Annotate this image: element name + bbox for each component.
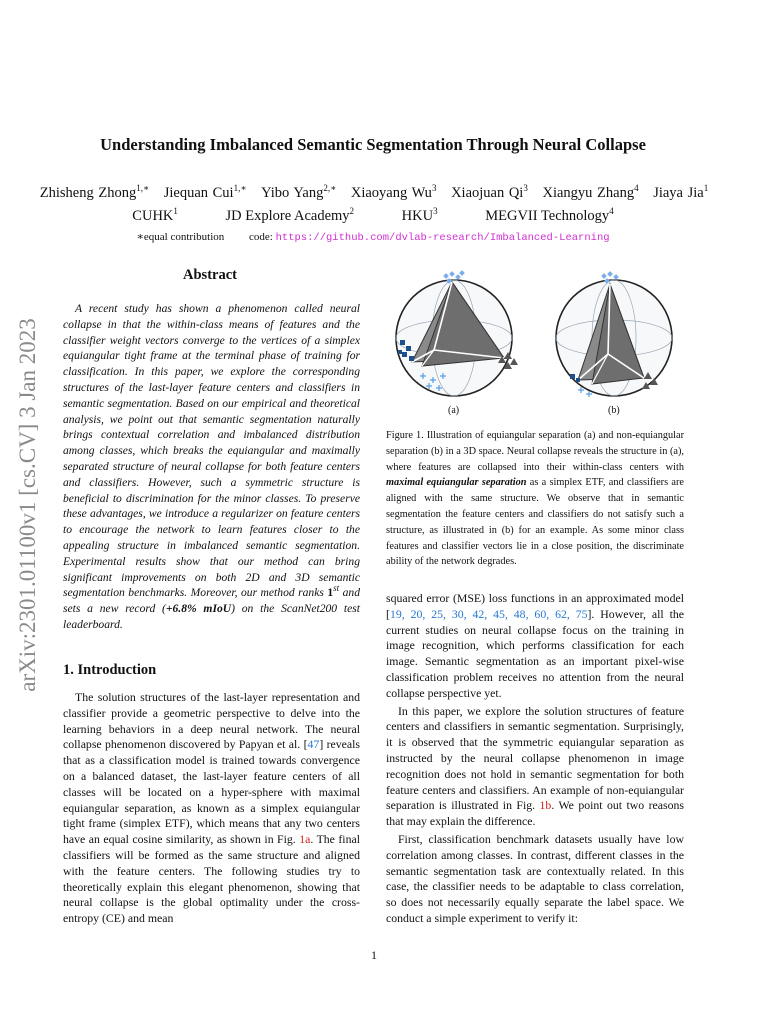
code-link[interactable]: https://github.com/dvlab-research/Imbalanced-Learning xyxy=(275,232,610,244)
introduction-text: The solution structures of the last-layer representation and classifier provide a geometric perspective to delve into the learning behaviors in a deep neural network. The neural collapse phenomenon discovered by Papyan et al. [47] reveals that as a classification model is trained towards convergence on a balanced dataset, the last-layer feature centers of all classes will be located on a hyper-sphere with maximal equiangular separation, as known as a simplex equiangular tight frame (simplex ETF), which means that any two centers have an equal cosine similarity, as shown in Fig. 1a. The final classifiers will be formed as the same structure and aligned with the feature centers. The following studies try to theoretically explain this elegant phenomenon, showing that neural collapse is the global optimality under the cross-entropy (CE) and mean xyxy=(63,690,361,926)
affiliation: MEGVII Technology$^4$ xyxy=(485,206,614,224)
page-number: 1 xyxy=(371,948,377,962)
author: Xiangyu Zhang$^4$ xyxy=(542,183,639,201)
figure-ref-link[interactable]: 1a xyxy=(299,832,311,847)
figure-label-b: (b) xyxy=(608,405,620,416)
affiliation: JD Explore Academy$^2$ xyxy=(225,206,355,224)
author: Zhisheng Zhong$^{1,∗}$ xyxy=(39,183,150,201)
affiliation-list xyxy=(40,208,706,225)
paragraph: squared error (MSE) loss functions in an approximated model [19, 20, 25, 30, 42, 45, 48, 60, 62, 75]. However, all the current studies on neural collapse focus on the training in image recognition, which performs classification for each image. Semantic segmentation as an important pixel-wise classification problem receives no attention from the neural collapse perspective yet. xyxy=(386,591,684,700)
abstract-text: A recent study has shown a phenomenon called neural collapse in that the within-class means of features and the classifier weight vectors converge to the vertices of a simplex equiangular tight frame at the terminal phase of training for classification. In this paper, we explore the corresponding structures of the last-layer feature centers and classifiers in semantic segmentation. Based on our empirical and theoretical analysis, we point out that semantic segmentation naturally brings contextual correlation and imbalanced distribution among classes, which breaks the equiangular and maximally separated structure of neural collapse for both feature centers and classifiers. However, such a symmetric structure is beneficial to discrimination for the minor classes. To preserve these advantages, we introduce a regularizer on feature centers to encourage the network to learn features closer to the appealing structure in imbalanced semantic segmentation. Experimental results show that our method can bring significant improvements on both 2D and 3D semantic segmentation benchmarks. Moreover, our method ranks 1st and sets a new record (+6.8% mIoU) on the ScanNet200 test leaderboard. xyxy=(63,302,360,631)
affiliation: HKU$^3$ xyxy=(401,206,438,224)
affiliation: CUHK$^1$ xyxy=(132,206,178,224)
author: Xiaoyang Wu$^3$ xyxy=(350,183,437,201)
sphere-a xyxy=(396,270,518,396)
citation-links[interactable]: 19, 20, 25, 30, 42, 45, 48, 60, 62, 75 xyxy=(389,606,588,621)
paper-title: Understanding Imbalanced Semantic Segmentation Through Neural Collapse xyxy=(100,135,646,154)
code-label: code: xyxy=(249,231,273,243)
figure-label-a: (a) xyxy=(448,405,460,416)
figure-1 xyxy=(392,270,682,420)
figure-caption: Figure 1. Illustration of equiangular separation (a) and non-equiangular separation (b) in a 3D space. Neural collapse reveals the structure in (a), where features are collapsed into their within-class centers with maximal equiangular separation as a simplex ETF, and classifiers are aligned with the same structure. We observe that in semantic segmentation the feature centers and classifiers do not satisfy such a structure, as illustrated in (b) for an example. As some minor class features and classifier vectors lie in a close position, the discriminate ability of the network degrades. xyxy=(386,430,684,568)
introduction-heading: 1. Introduction xyxy=(63,662,157,678)
figure-ref-link[interactable]: 1b xyxy=(539,798,552,813)
contribution-note xyxy=(40,230,706,244)
citation-link[interactable]: 47 xyxy=(307,737,320,752)
author: Jiequan Cui$^{1,∗}$ xyxy=(163,183,247,201)
arxiv-stamp xyxy=(8,285,48,725)
right-column-text xyxy=(386,591,684,927)
figure-1-illustration xyxy=(392,270,682,420)
author: Xiaojuan Qi$^3$ xyxy=(451,183,528,201)
abstract-heading: Abstract xyxy=(183,267,237,283)
paragraph: First, classification benchmark datasets usually have low correlation among classes. In contrast, different classes in the semantic segmentation task are contextually related. In this case, the classifier needs to be adaptable to class correlation, so does not necessarily equally separate the label space. We conduct a simple experiment to verify it: xyxy=(386,831,684,925)
paragraph: In this paper, we explore the solution structures of feature centers and classifiers in semantic segmentation. Surprisingly, it is observed that the symmetric equiangular separation as instructed by the neural collapse phenomenon in image recognition does not hold in semantic segmentation for both feature centers and classifiers. An example of non-equiangular separation is illustrated in Fig. 1b. We point out two reasons that may explain the difference. xyxy=(386,703,684,829)
author: Yibo Yang$^{2,∗}$ xyxy=(261,183,337,201)
sphere-b xyxy=(556,271,672,397)
author: Jiaya Jia$^1$ xyxy=(653,183,709,201)
equal-contribution-note: ∗equal contribution xyxy=(136,231,225,243)
arxiv-id: arXiv:2301.01100v1 [cs.CV] 3 Jan 2023 xyxy=(15,318,40,692)
author-list xyxy=(20,185,728,202)
